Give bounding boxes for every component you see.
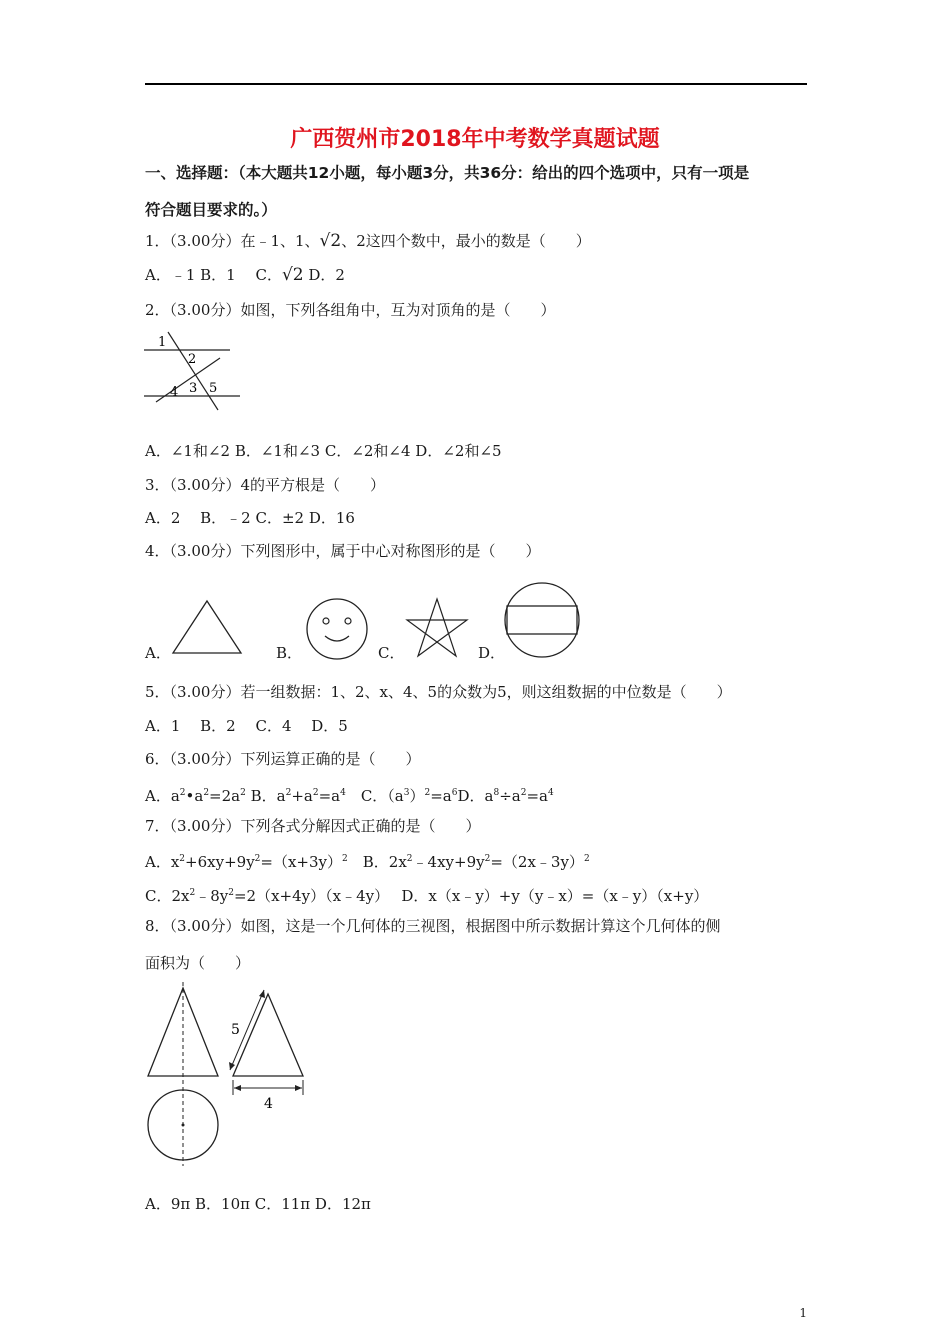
q1-stem: 1．（3.00分）在﹣1、1、√2、2这四个数中，最小的数是（ ）: [145, 231, 591, 251]
angle-label: 4: [170, 385, 179, 400]
angle-label: 3: [189, 381, 198, 396]
q1-options: A．﹣1 B．1 C．√2 D．2: [145, 265, 345, 285]
sqrt-symbol: √2: [281, 265, 304, 285]
sqrt-symbol: √2: [319, 231, 342, 251]
q6-options: A．$a^2•a^2=2a^2$ B．$a^2+a^2=a^4$ C．$(a^3)^2=a^6D$．$a^8\div a^2=a^4$: [145, 787, 554, 805]
q4-label-b: B．: [276, 644, 303, 662]
page-number: 1: [799, 1306, 807, 1320]
q4-label-c: C．: [378, 644, 405, 662]
q4-stem: 4．（3.00分）下列图形中，属于中心对称图形的是（ ）: [145, 542, 541, 560]
dimension-label: 5: [231, 1022, 240, 1038]
q5-options: A．1 B．2 C．4 D．5: [145, 717, 348, 735]
q7-options-ab: A．$x^2+6xy+9y^2=(x+3y)^2$ B．$2x^2﹣4xy+9y^2=(2x﹣3y)^2$: [145, 853, 590, 871]
section-heading: 一、选择题：（本大题共12小题，每小题3分，共36分：给出的四个选项中，只有一项是: [145, 164, 750, 182]
q8-stem-cont: 面积为（ ）: [145, 954, 251, 972]
star-shape: [404, 596, 470, 660]
q8-stem: 8．（3.00分）如图，这是一个几何体的三视图，根据图中所示数据计算这个几何体的侧: [145, 917, 721, 935]
q4-label-d: D．: [478, 644, 506, 662]
q3-stem: 3．（3.00分）4的平方根是（ ）: [145, 476, 385, 494]
smiley-face-shape: [304, 596, 370, 662]
circle-rectangle-shape: [502, 580, 582, 660]
q7-stem: 7．（3.00分）下列各式分解因式正确的是（ ）: [145, 817, 481, 835]
q3-options: A．2 B．﹣2 C．±2 D．16: [145, 509, 355, 527]
three-view-figure: [140, 980, 320, 1170]
q6-stem: 6．（3.00分）下列运算正确的是（ ）: [145, 750, 421, 768]
header-rule: [145, 83, 807, 85]
angle-label: 1: [158, 335, 167, 350]
q2-angle-figure: [142, 330, 242, 412]
dimension-label: 4: [264, 1096, 273, 1112]
q2-options: A．∠1和∠2 B．∠1和∠3 C．∠2和∠4 D．∠2和∠5: [145, 442, 502, 460]
angle-label: 5: [209, 381, 218, 396]
q8-options: A．9π B．10π C．11π D．12π: [145, 1195, 371, 1213]
q5-stem: 5．（3.00分）若一组数据：1、2、x、4、5的众数为5，则这组数据的中位数是（ ）: [145, 683, 732, 701]
q7-options-cd: C．$2x^2﹣8y^2=2(x+4y)(x﹣4y)$ D．x（x﹣y）+y（y﹣x）=（x﹣y）（x+y）: [145, 887, 709, 905]
angle-label: 2: [188, 352, 197, 367]
section-heading-cont: 符合题目要求的。）: [145, 201, 277, 219]
triangle-shape: [170, 598, 244, 656]
q2-stem: 2．（3.00分）如图，下列各组角中，互为对顶角的是（ ）: [145, 301, 556, 319]
page-title: 广西贺州市2018年中考数学真题试题: [290, 127, 660, 152]
q4-label-a: A．: [145, 644, 171, 662]
